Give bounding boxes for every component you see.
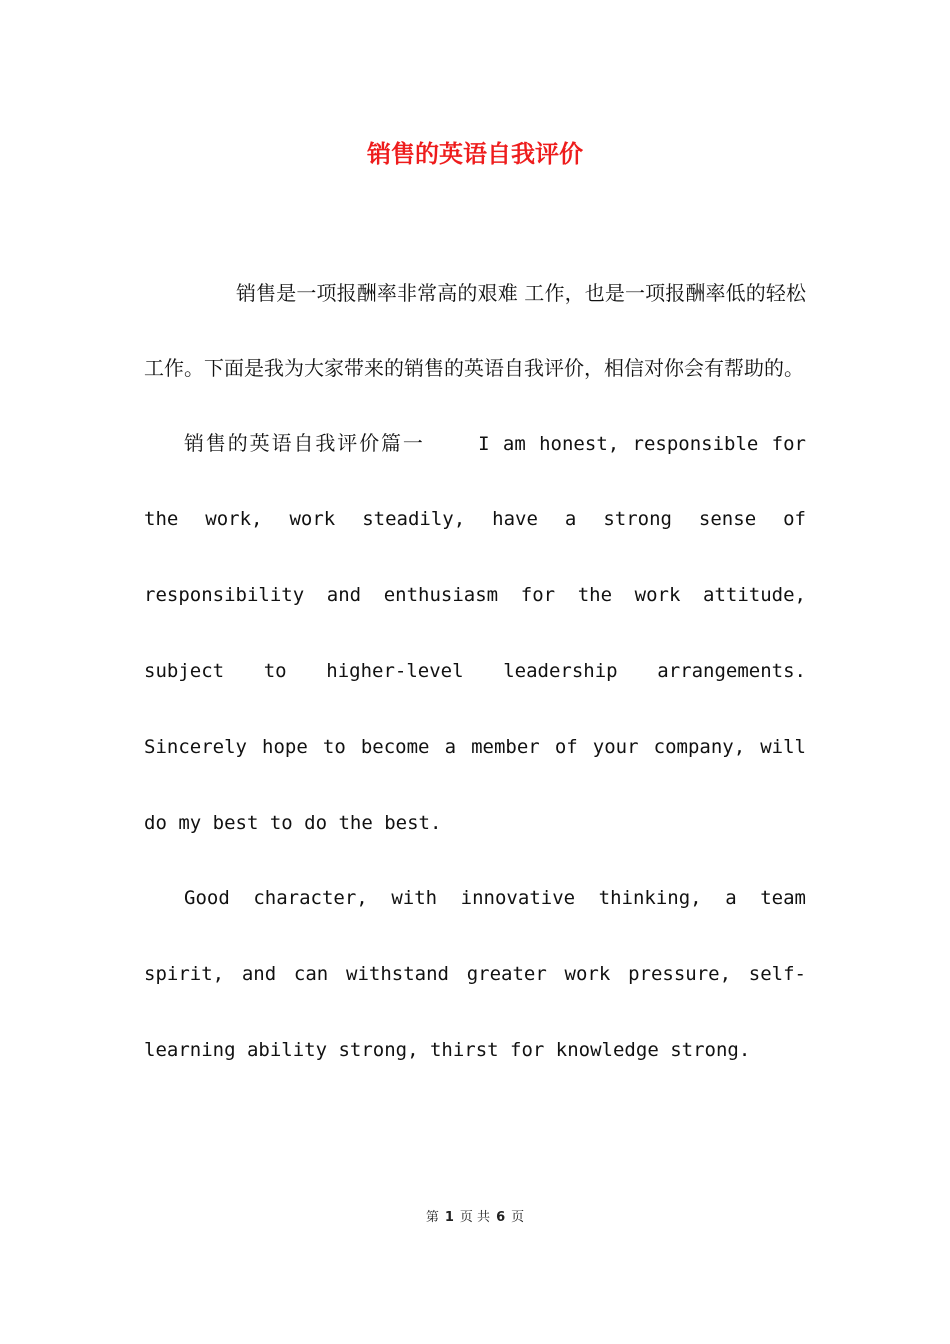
footer-middle: 页 共 <box>459 1210 491 1225</box>
intro-paragraph: 销售是一项报酬率非常高的艰难 工作，也是一项报酬率低的轻松工作。下面是我为大家带来的销售的英语自我评价，相信对你会有帮助的。 <box>144 281 806 380</box>
footer-current-page: 1 <box>444 1210 454 1225</box>
footer-suffix: 页 <box>511 1210 525 1225</box>
page-footer <box>0 1208 950 1228</box>
footer-prefix: 第 <box>425 1210 439 1225</box>
footer-total-pages: 6 <box>496 1210 506 1225</box>
section-paragraph-1 <box>144 406 806 861</box>
paragraph-2-english: Good character, with innovative thinking, a team spirit, and can withstand greater work pressure, self-learning ability strong, thirst for knowledge strong. <box>144 887 806 1061</box>
section-heading: 销售的英语自我评价篇一 <box>184 430 425 455</box>
paragraph-1-english: I am honest, responsible for the work, work steadily, have a strong sense of responsibility and enthusiasm for the work attitude, subject to higher-level leadership arrangements. Sincerely hope to become a member of your company, will do my best to do the best. <box>144 432 806 834</box>
paragraph-1-english-lead-space <box>425 433 478 455</box>
document-title: 销售的英语自我评价 <box>367 140 583 168</box>
document-body <box>144 256 806 1088</box>
section-paragraph-2 <box>144 860 806 1087</box>
